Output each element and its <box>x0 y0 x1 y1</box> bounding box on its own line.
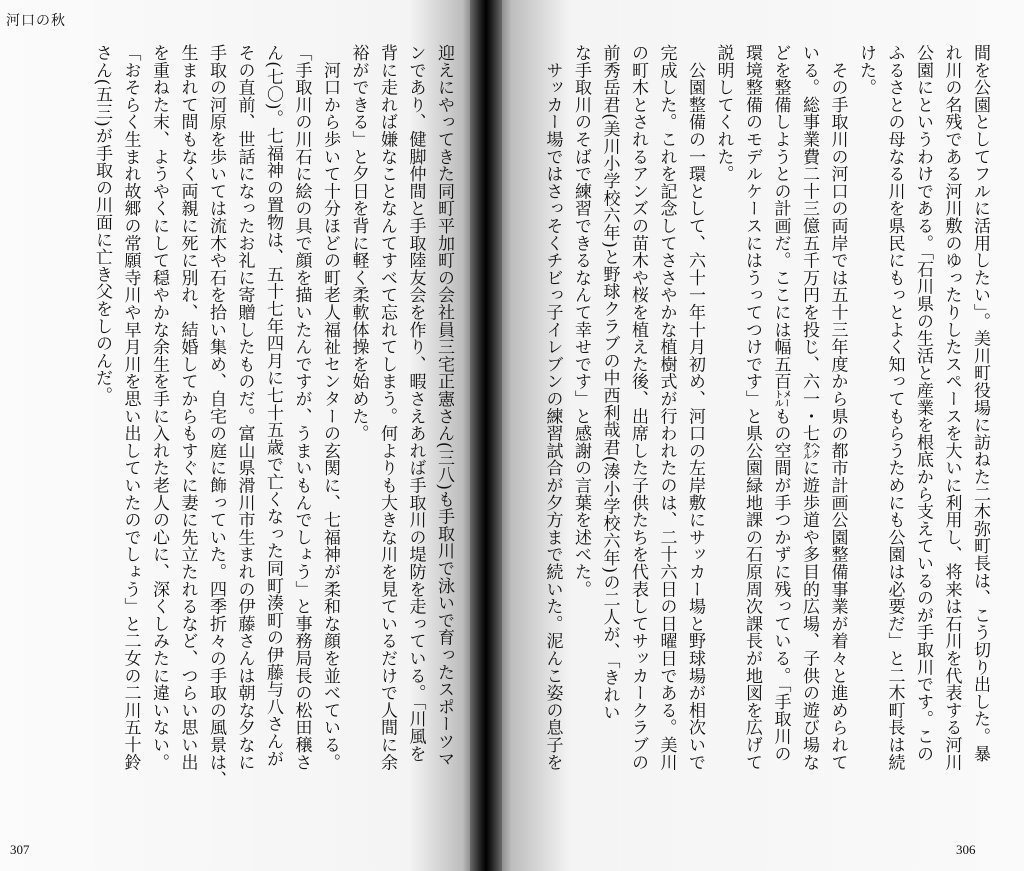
text-column: 「手取川の川石に絵の具で顔を描いたんですが、うまいもんでしょう」と事務局長の松田穣さ <box>291 44 312 771</box>
text-column: を重ねた末、ようやくにして穏やかな余生を手に入れた老人の心に、深くしみたに違いない。 <box>149 44 169 771</box>
text-column: 迎えにやってきた同町平加町の会社員三宅正憲さん(三八)も手取川で泳いで育ったスポーツマ <box>434 44 454 768</box>
text-column: その手取川の河口の両岸では五十三年度から県の都市計画公園整備事業が着々と進められて <box>827 44 848 771</box>
page-number-left: 307 <box>10 842 30 857</box>
text-column: けた。 <box>856 44 876 96</box>
text-column: 説明してくれた。 <box>713 44 734 183</box>
text-column: な手取川のそばで練習できるなんて幸せです」と感謝の言葉を述べた。 <box>571 44 591 598</box>
left-page-text <box>18 44 458 834</box>
text-column: その直前、世話になったお礼に寄贈したものだ。富山県滑川市生まれの伊藤さんは朝な夕なに <box>234 44 255 771</box>
right-page-text <box>532 44 994 834</box>
text-column: 河口から歩いて十分ほどの町老人福祉センターの玄関に、七福神が柔和な顔を並べている。 <box>320 44 340 771</box>
text-column: さん(五三)が手取の川面に亡き父をしのんだ。 <box>92 44 112 404</box>
text-column: 背に走れば嫌なことなんてすべて忘れてしまう。何よりも大きな川を見ているだけで人間に余 <box>377 44 397 771</box>
text-column: いる。総事業費二十三億五千万円を投じ、六一・七㌶に遊歩道や多目的広場、子供の遊び場な <box>799 44 819 771</box>
text-column: ンであり、健脚仲間と手取陸友会を作り、暇さえあれば手取川の堤防を走っている。「川風を <box>405 44 426 763</box>
text-column: どを整備しようとの計画だ。ここには幅五百㍍もの空間が手つかずに残っている。「手取川の <box>770 44 791 763</box>
text-column: ふるさとの母なる川を県民にもっとよく知ってもらうためにも公園は必要だ」と二木町長は続 <box>884 44 905 771</box>
text-column: 公園にというわけである。「石川県の生活と産業を根底から支えているのが手取川です。この <box>913 44 933 763</box>
book-gutter-shadow <box>470 0 502 871</box>
text-column: 公園整備の一環として、六十一年十月初め、河口の左岸敷にサッカー場と野球場が相次いで <box>685 44 705 771</box>
running-head: 河口の秋 <box>6 13 66 29</box>
text-column: 間を公園としてフルに活用したい」。美川町役場に訪ねた二木弥町長は、こう切り出した。暴 <box>970 44 990 763</box>
left-page <box>0 0 482 871</box>
text-column: れ川の名残である河川敷のゆったりしたスペースを大いに利用し、将来は石川を代表する河川 <box>941 44 962 771</box>
text-column: サッカー場ではさっそくチビっ子イレブンの練習試合が夕方まで続いた。泥んこ姿の息子を <box>542 44 563 771</box>
text-column: 裕ができる」と夕日を背に軽く柔軟体操を始めた。 <box>348 44 369 442</box>
text-column: 生まれて間もなく両親に死に別れ、結婚してからもすぐに妻に先立たれるなど、つらい思い出 <box>177 44 198 771</box>
page-number-right: 306 <box>956 842 976 857</box>
text-column: 手取の河原を歩いては流木や石を拾い集め、自宅の庭に飾っていた。四季折々の手取の風景は、 <box>206 44 226 788</box>
text-column: 完成した。これを記念してささやかな植樹式が行われたのは、二十六日の日曜日である。美川 <box>656 44 677 771</box>
text-column: 前秀岳君(美川小学校六年)と野球クラブの中西利哉君(湊小学校六年)の二人が、「きれい <box>599 44 620 721</box>
text-column: 環境整備のモデルケースにはうってつけです」と県公園緑地課の石原周次課長が地図を広げて <box>742 44 762 771</box>
text-column: の町木とされるアンズの苗木や桜を植えた後、出席した子供たちを代表してサッカークラブの <box>628 44 648 771</box>
text-column: 「おそらく生まれ故郷の常願寺川や早月川を思い出していたのでしょう」と二女の二川五十鈴 <box>120 44 141 771</box>
text-column: ん(七〇)。七福神の置物は、五十七年四月に七十五歳で亡くなった同町湊町の伊藤与八さんが <box>263 44 283 768</box>
